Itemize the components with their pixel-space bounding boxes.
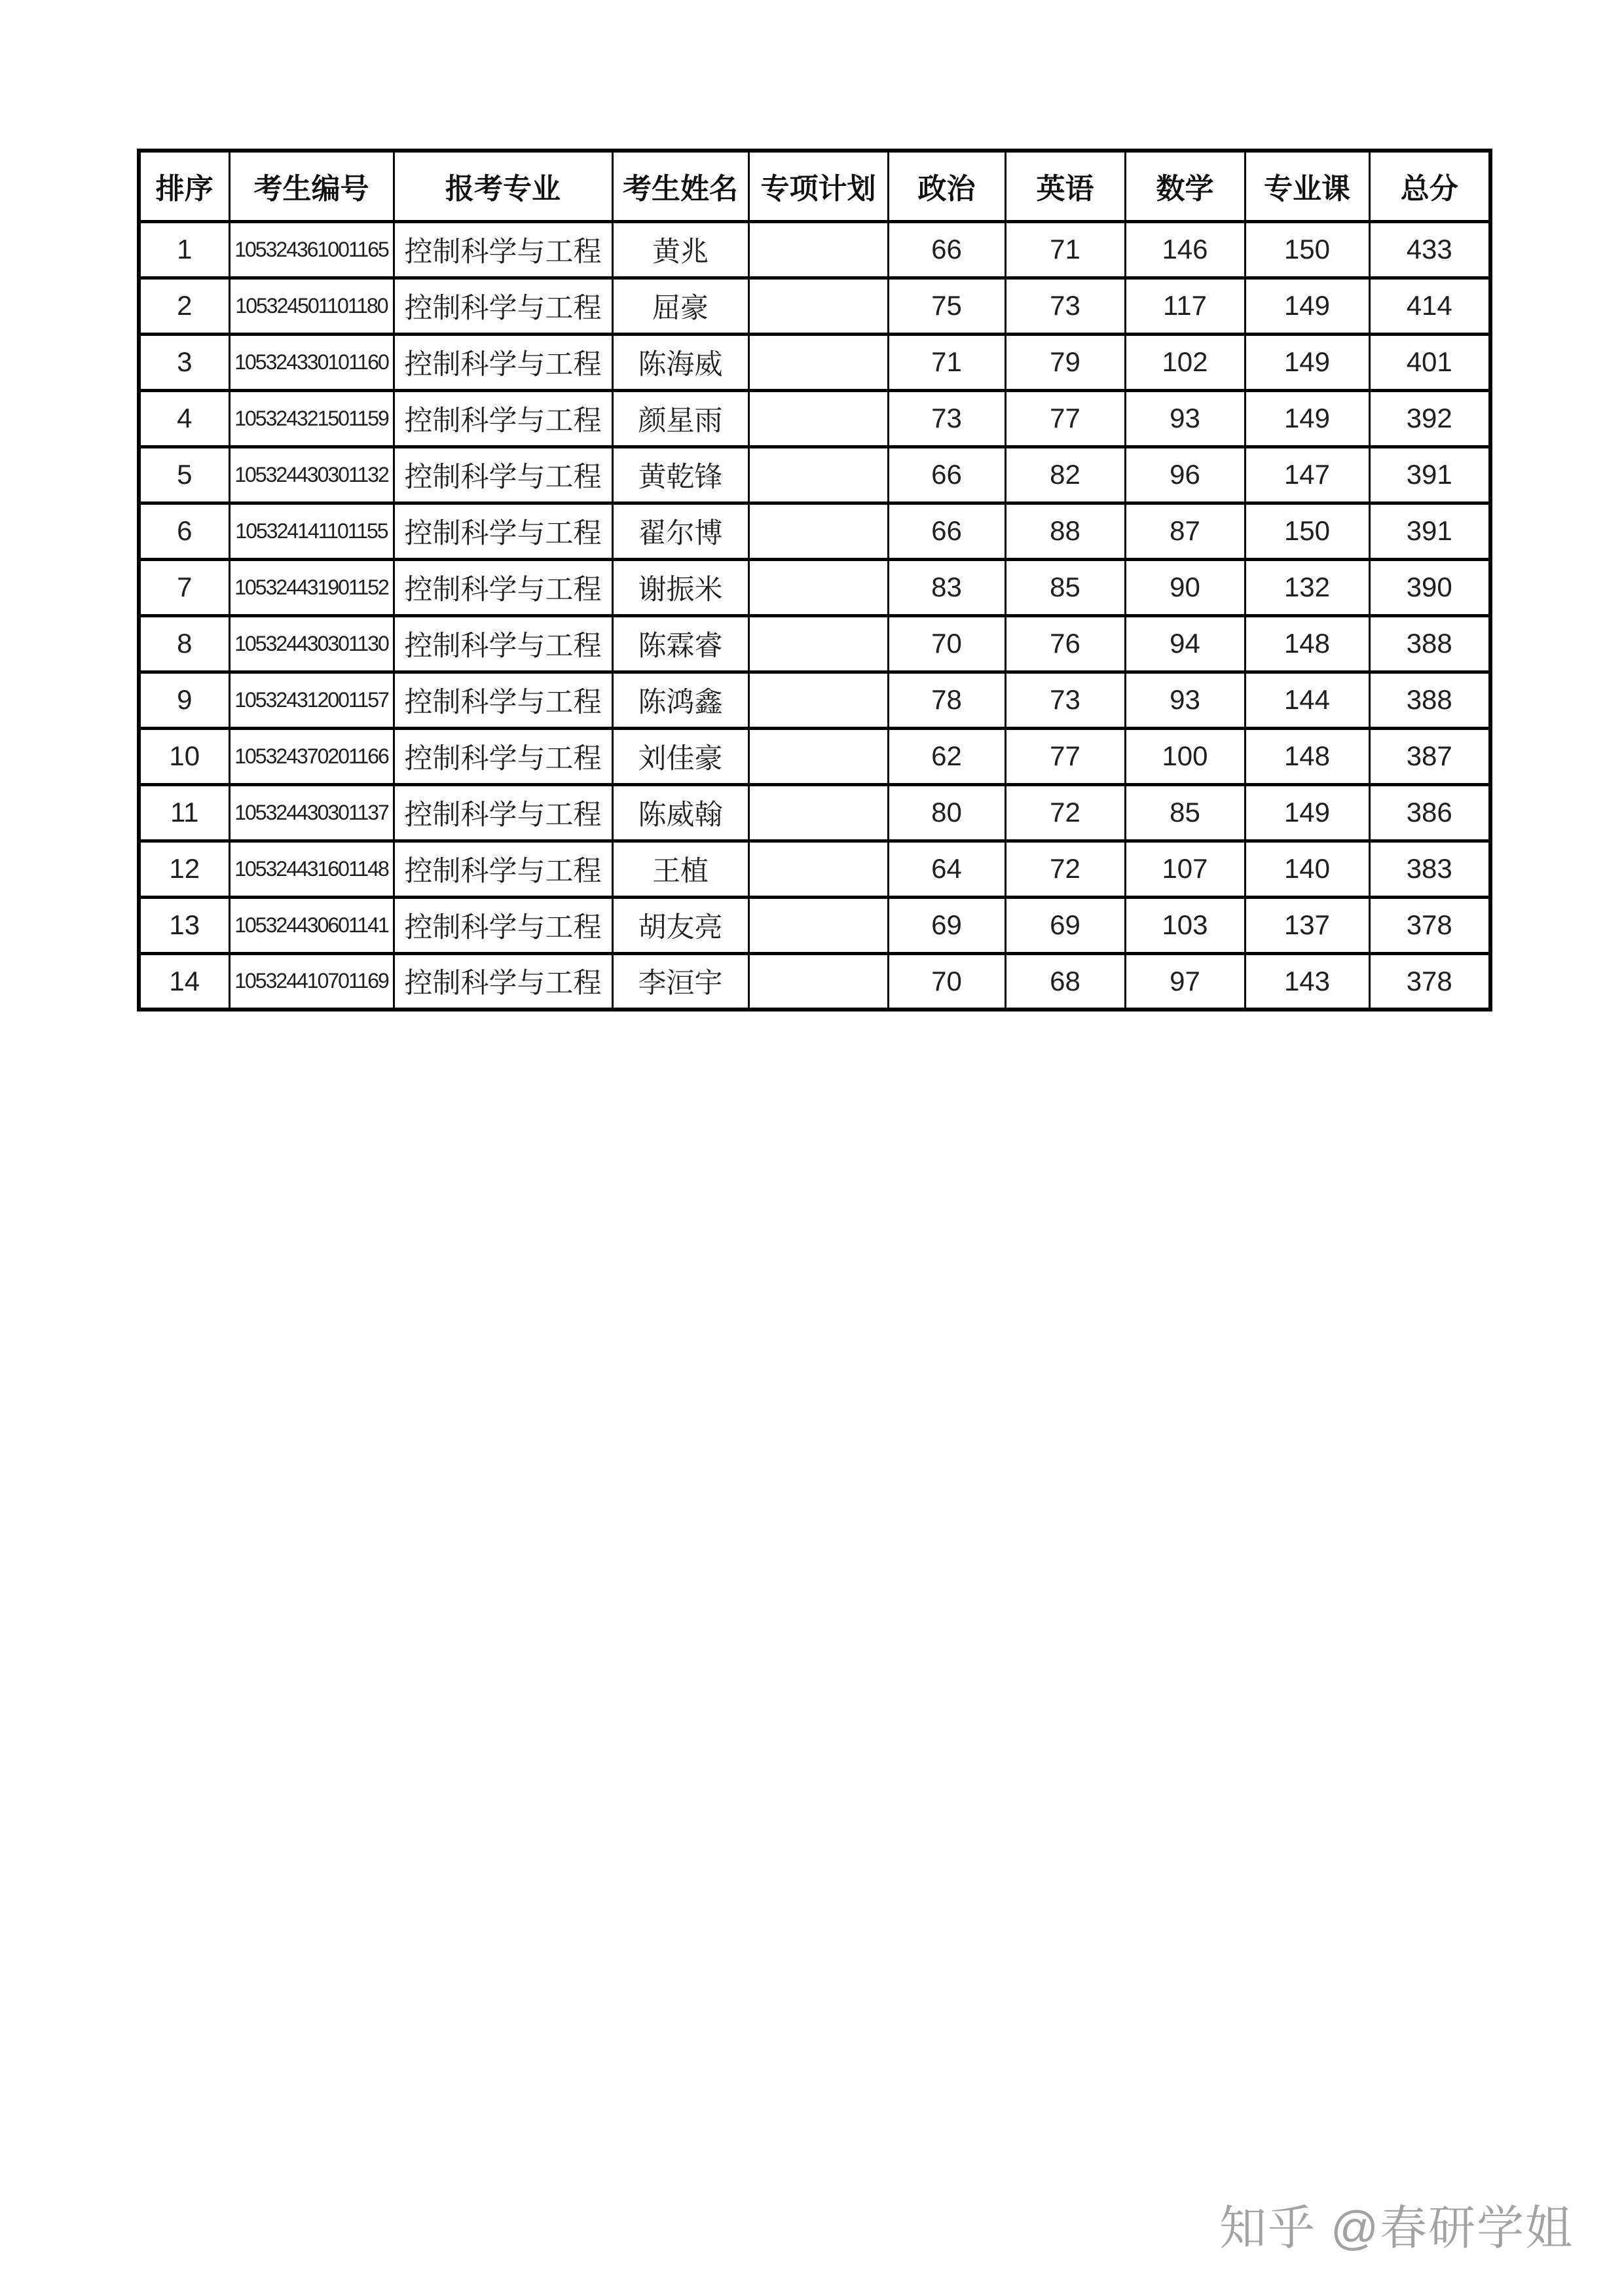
math-score-cell: 97	[1125, 953, 1245, 1010]
politics-score-cell: 66	[888, 221, 1005, 278]
table-row	[139, 559, 1490, 615]
candidate-name-cell: 李洹宇	[612, 953, 748, 1010]
rank-cell: 4	[139, 390, 229, 446]
english-score-cell: 71	[1005, 221, 1125, 278]
major-cell: 控制科学与工程	[394, 503, 612, 559]
candidate-name-cell: 陈鸿鑫	[612, 672, 748, 728]
candidate-name-cell: 刘佳豪	[612, 728, 748, 784]
rank-cell: 8	[139, 615, 229, 672]
math-score-cell: 117	[1125, 278, 1245, 334]
special-plan-cell	[748, 390, 888, 446]
candidate-id-cell: 105324430301137	[229, 784, 394, 841]
major-course-score-cell: 150	[1245, 221, 1369, 278]
candidate-id-cell: 105324431601148	[229, 841, 394, 897]
total-score-cell: 392	[1369, 390, 1490, 446]
rank-cell: 1	[139, 221, 229, 278]
total-score-cell: 378	[1369, 953, 1490, 1010]
politics-score-cell: 78	[888, 672, 1005, 728]
candidate-id-cell: 105324312001157	[229, 672, 394, 728]
english-score-cell: 72	[1005, 784, 1125, 841]
politics-score-cell: 62	[888, 728, 1005, 784]
major-cell: 控制科学与工程	[394, 221, 612, 278]
candidate-id-cell: 105324410701169	[229, 953, 394, 1010]
major-cell: 控制科学与工程	[394, 672, 612, 728]
politics-score-cell: 73	[888, 390, 1005, 446]
english-score-cell: 72	[1005, 841, 1125, 897]
major-course-score-cell: 132	[1245, 559, 1369, 615]
candidate-id-cell: 105324330101160	[229, 334, 394, 390]
header-candidate-name: 考生姓名	[612, 151, 748, 221]
admission-score-table-wrap	[137, 149, 1492, 1011]
candidate-id-cell: 105324361001165	[229, 221, 394, 278]
english-score-cell: 69	[1005, 897, 1125, 953]
major-cell: 控制科学与工程	[394, 559, 612, 615]
major-cell: 控制科学与工程	[394, 446, 612, 503]
total-score-cell: 414	[1369, 278, 1490, 334]
special-plan-cell	[748, 672, 888, 728]
total-score-cell: 388	[1369, 672, 1490, 728]
candidate-id-cell: 105324430601141	[229, 897, 394, 953]
candidate-id-cell: 105324141101155	[229, 503, 394, 559]
english-score-cell: 88	[1005, 503, 1125, 559]
total-score-cell: 391	[1369, 503, 1490, 559]
table-row	[139, 615, 1490, 672]
politics-score-cell: 66	[888, 446, 1005, 503]
major-cell: 控制科学与工程	[394, 897, 612, 953]
politics-score-cell: 75	[888, 278, 1005, 334]
special-plan-cell	[748, 615, 888, 672]
candidate-name-cell: 屈豪	[612, 278, 748, 334]
math-score-cell: 96	[1125, 446, 1245, 503]
major-course-score-cell: 148	[1245, 615, 1369, 672]
total-score-cell: 387	[1369, 728, 1490, 784]
table-row	[139, 278, 1490, 334]
math-score-cell: 146	[1125, 221, 1245, 278]
table-row	[139, 841, 1490, 897]
major-course-score-cell: 143	[1245, 953, 1369, 1010]
english-score-cell: 79	[1005, 334, 1125, 390]
english-score-cell: 73	[1005, 278, 1125, 334]
politics-score-cell: 69	[888, 897, 1005, 953]
math-score-cell: 93	[1125, 672, 1245, 728]
special-plan-cell	[748, 953, 888, 1010]
admission-score-table	[137, 149, 1492, 1011]
major-cell: 控制科学与工程	[394, 953, 612, 1010]
major-cell: 控制科学与工程	[394, 615, 612, 672]
special-plan-cell	[748, 278, 888, 334]
candidate-id-cell: 105324430301132	[229, 446, 394, 503]
rank-cell: 10	[139, 728, 229, 784]
table-row	[139, 728, 1490, 784]
candidate-name-cell: 黄乾锋	[612, 446, 748, 503]
major-course-score-cell: 137	[1245, 897, 1369, 953]
politics-score-cell: 70	[888, 953, 1005, 1010]
candidate-id-cell: 105324431901152	[229, 559, 394, 615]
rank-cell: 3	[139, 334, 229, 390]
politics-score-cell: 71	[888, 334, 1005, 390]
major-course-score-cell: 150	[1245, 503, 1369, 559]
candidate-name-cell: 王植	[612, 841, 748, 897]
candidate-name-cell: 胡友亮	[612, 897, 748, 953]
candidate-id-cell: 105324430301130	[229, 615, 394, 672]
total-score-cell: 386	[1369, 784, 1490, 841]
total-score-cell: 390	[1369, 559, 1490, 615]
politics-score-cell: 80	[888, 784, 1005, 841]
total-score-cell: 378	[1369, 897, 1490, 953]
candidate-name-cell: 谢振米	[612, 559, 748, 615]
major-course-score-cell: 147	[1245, 446, 1369, 503]
english-score-cell: 77	[1005, 390, 1125, 446]
header-candidate-id: 考生编号	[229, 151, 394, 221]
table-row	[139, 784, 1490, 841]
table-row	[139, 672, 1490, 728]
candidate-name-cell: 翟尔博	[612, 503, 748, 559]
total-score-cell: 391	[1369, 446, 1490, 503]
math-score-cell: 103	[1125, 897, 1245, 953]
english-score-cell: 73	[1005, 672, 1125, 728]
special-plan-cell	[748, 841, 888, 897]
major-cell: 控制科学与工程	[394, 390, 612, 446]
politics-score-cell: 70	[888, 615, 1005, 672]
rank-cell: 12	[139, 841, 229, 897]
major-course-score-cell: 149	[1245, 334, 1369, 390]
politics-score-cell: 83	[888, 559, 1005, 615]
math-score-cell: 93	[1125, 390, 1245, 446]
candidate-name-cell: 颜星雨	[612, 390, 748, 446]
special-plan-cell	[748, 784, 888, 841]
rank-cell: 13	[139, 897, 229, 953]
english-score-cell: 68	[1005, 953, 1125, 1010]
special-plan-cell	[748, 728, 888, 784]
major-course-score-cell: 140	[1245, 841, 1369, 897]
special-plan-cell	[748, 221, 888, 278]
major-course-score-cell: 148	[1245, 728, 1369, 784]
candidate-name-cell: 陈威翰	[612, 784, 748, 841]
math-score-cell: 90	[1125, 559, 1245, 615]
major-course-score-cell: 149	[1245, 278, 1369, 334]
special-plan-cell	[748, 446, 888, 503]
table-row	[139, 446, 1490, 503]
total-score-cell: 401	[1369, 334, 1490, 390]
rank-cell: 5	[139, 446, 229, 503]
total-score-cell: 433	[1369, 221, 1490, 278]
candidate-id-cell: 105324321501159	[229, 390, 394, 446]
rank-cell: 2	[139, 278, 229, 334]
header-total-score: 总分	[1369, 151, 1490, 221]
special-plan-cell	[748, 559, 888, 615]
header-special-plan: 专项计划	[748, 151, 888, 221]
table-row	[139, 390, 1490, 446]
major-cell: 控制科学与工程	[394, 278, 612, 334]
table-row	[139, 221, 1490, 278]
math-score-cell: 85	[1125, 784, 1245, 841]
politics-score-cell: 66	[888, 503, 1005, 559]
major-cell: 控制科学与工程	[394, 728, 612, 784]
major-cell: 控制科学与工程	[394, 784, 612, 841]
table-body	[139, 221, 1490, 1010]
total-score-cell: 383	[1369, 841, 1490, 897]
candidate-id-cell: 105324501101180	[229, 278, 394, 334]
total-score-cell: 388	[1369, 615, 1490, 672]
english-score-cell: 85	[1005, 559, 1125, 615]
table-row	[139, 953, 1490, 1010]
rank-cell: 9	[139, 672, 229, 728]
english-score-cell: 82	[1005, 446, 1125, 503]
header-politics: 政治	[888, 151, 1005, 221]
major-cell: 控制科学与工程	[394, 334, 612, 390]
math-score-cell: 94	[1125, 615, 1245, 672]
major-course-score-cell: 149	[1245, 784, 1369, 841]
table-row	[139, 897, 1490, 953]
special-plan-cell	[748, 334, 888, 390]
candidate-name-cell: 黄兆	[612, 221, 748, 278]
header-major: 报考专业	[394, 151, 612, 221]
table-row	[139, 334, 1490, 390]
rank-cell: 14	[139, 953, 229, 1010]
header-major-course: 专业课	[1245, 151, 1369, 221]
major-course-score-cell: 144	[1245, 672, 1369, 728]
math-score-cell: 100	[1125, 728, 1245, 784]
math-score-cell: 102	[1125, 334, 1245, 390]
special-plan-cell	[748, 897, 888, 953]
major-course-score-cell: 149	[1245, 390, 1369, 446]
rank-cell: 6	[139, 503, 229, 559]
header-math: 数学	[1125, 151, 1245, 221]
rank-cell: 7	[139, 559, 229, 615]
math-score-cell: 107	[1125, 841, 1245, 897]
english-score-cell: 76	[1005, 615, 1125, 672]
rank-cell: 11	[139, 784, 229, 841]
major-cell: 控制科学与工程	[394, 841, 612, 897]
special-plan-cell	[748, 503, 888, 559]
politics-score-cell: 64	[888, 841, 1005, 897]
candidate-name-cell: 陈霖睿	[612, 615, 748, 672]
table-row	[139, 503, 1490, 559]
candidate-id-cell: 105324370201166	[229, 728, 394, 784]
math-score-cell: 87	[1125, 503, 1245, 559]
english-score-cell: 77	[1005, 728, 1125, 784]
table-header-row	[139, 151, 1490, 221]
header-english: 英语	[1005, 151, 1125, 221]
candidate-name-cell: 陈海威	[612, 334, 748, 390]
header-rank: 排序	[139, 151, 229, 221]
zhihu-watermark: 知乎 @春研学姐	[1219, 2202, 1574, 2255]
